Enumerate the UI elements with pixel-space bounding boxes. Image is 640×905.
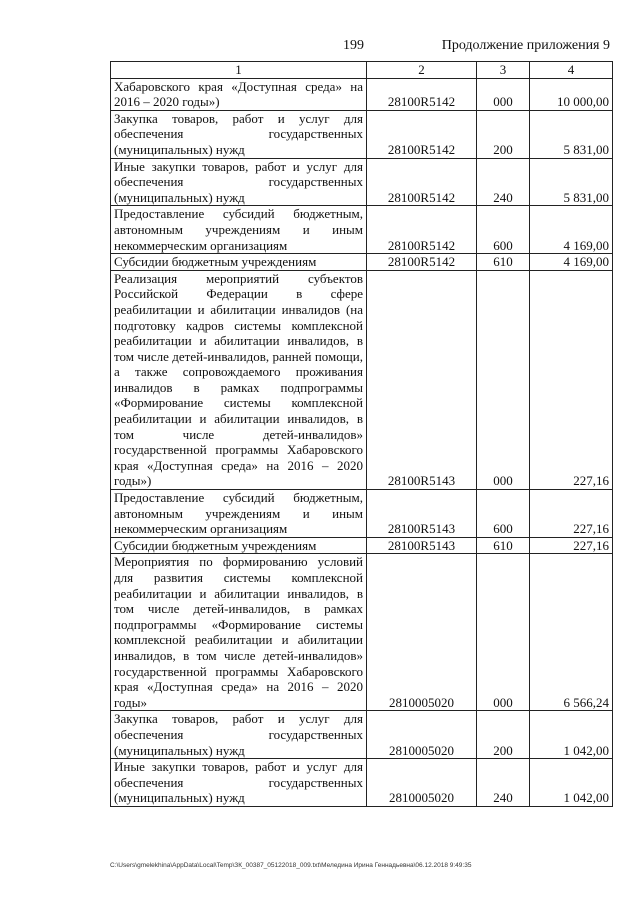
table-row (111, 110, 613, 158)
table-row (111, 206, 613, 254)
row-code: 28100R5142 (367, 254, 477, 271)
table-row (111, 554, 613, 711)
row-name: Предоставление субсидий бюджетным, автономным учреждениям и иным некоммерческим организациям (111, 490, 367, 538)
row-amount: 4 169,00 (530, 206, 613, 254)
row-name: Реализация мероприятий субъектов Российской Федерации в сфере реабилитации и абилитации инвалидов (на подготовку кадров системы комплексной реабилитации и абилитации инвалидов, в том числе детей-инвалидов, ранней помощи, а также сопровождаемого проживания инвалидов в рамках подпрограммы «Формирование системы комплексной реабилитации и абилитации инвалидов, в том числе детей-инвалидов» государственной программы Хабаровского края «Доступная среда» на 2016 – 2020 годы») (111, 270, 367, 489)
row-amount: 4 169,00 (530, 254, 613, 271)
row-code: 2810005020 (367, 759, 477, 807)
column-header: 2 (367, 62, 477, 79)
row-name: Иные закупки товаров, работ и услуг для обеспечения государственных (муниципальных) нужд (111, 759, 367, 807)
row-type: 000 (477, 270, 530, 489)
row-amount: 227,16 (530, 490, 613, 538)
row-code: 28100R5142 (367, 78, 477, 110)
table-row (111, 270, 613, 489)
row-type: 200 (477, 711, 530, 759)
file-path-footer: C:\Users\gmelekhina\AppData\Local\Temp\ЗК_00387_05122018_009.txt\Меледина Ирина Геннадьевна\06.12.2018 9:49:35 (110, 862, 472, 869)
row-name: Субсидии бюджетным учреждениям (111, 254, 367, 271)
row-code: 28100R5143 (367, 490, 477, 538)
row-amount: 1 042,00 (530, 759, 613, 807)
row-code: 28100R5142 (367, 206, 477, 254)
row-type: 610 (477, 537, 530, 554)
table-row (111, 254, 613, 271)
row-name: Иные закупки товаров, работ и услуг для обеспечения государственных (муниципальных) нужд (111, 158, 367, 206)
row-type: 610 (477, 254, 530, 271)
table-row (111, 490, 613, 538)
table-header-row (111, 62, 613, 79)
row-code: 2810005020 (367, 711, 477, 759)
row-name: Закупка товаров, работ и услуг для обеспечения государственных (муниципальных) нужд (111, 110, 367, 158)
row-name: Хабаровского края «Доступная среда» на 2016 – 2020 годы») (111, 78, 367, 110)
table-row (111, 537, 613, 554)
continuation-note: Продолжение приложения 9 (441, 38, 610, 53)
row-amount: 227,16 (530, 270, 613, 489)
row-name: Мероприятия по формированию условий для развития системы комплексной реабилитации и абилитации инвалидов, в том числе детей-инвалидов, в рамках подпрограммы «Формирование системы комплексной реабилитации и абилитации инвалидов, в том числе детей-инвалидов» государственной программы Хабаровского края «Доступная среда» на 2016 – 2020 годы» (111, 554, 367, 711)
row-amount: 5 831,00 (530, 158, 613, 206)
column-header: 4 (530, 62, 613, 79)
row-type: 240 (477, 158, 530, 206)
row-type: 240 (477, 759, 530, 807)
row-type: 600 (477, 206, 530, 254)
table-row (111, 78, 613, 110)
row-name: Субсидии бюджетным учреждениям (111, 537, 367, 554)
row-amount: 5 831,00 (530, 110, 613, 158)
row-name: Предоставление субсидий бюджетным, автономным учреждениям и иным некоммерческим организациям (111, 206, 367, 254)
page-number: 199 (343, 38, 364, 53)
row-amount: 227,16 (530, 537, 613, 554)
table-row (111, 759, 613, 807)
row-amount: 10 000,00 (530, 78, 613, 110)
table-row (111, 711, 613, 759)
budget-table (110, 61, 613, 807)
row-type: 600 (477, 490, 530, 538)
row-type: 000 (477, 554, 530, 711)
row-code: 2810005020 (367, 554, 477, 711)
row-code: 28100R5143 (367, 270, 477, 489)
column-header: 3 (477, 62, 530, 79)
row-name: Закупка товаров, работ и услуг для обеспечения государственных (муниципальных) нужд (111, 711, 367, 759)
row-code: 28100R5142 (367, 158, 477, 206)
row-amount: 6 566,24 (530, 554, 613, 711)
column-header: 1 (111, 62, 367, 79)
row-type: 200 (477, 110, 530, 158)
table-row (111, 158, 613, 206)
row-code: 28100R5143 (367, 537, 477, 554)
row-code: 28100R5142 (367, 110, 477, 158)
row-amount: 1 042,00 (530, 711, 613, 759)
row-type: 000 (477, 78, 530, 110)
